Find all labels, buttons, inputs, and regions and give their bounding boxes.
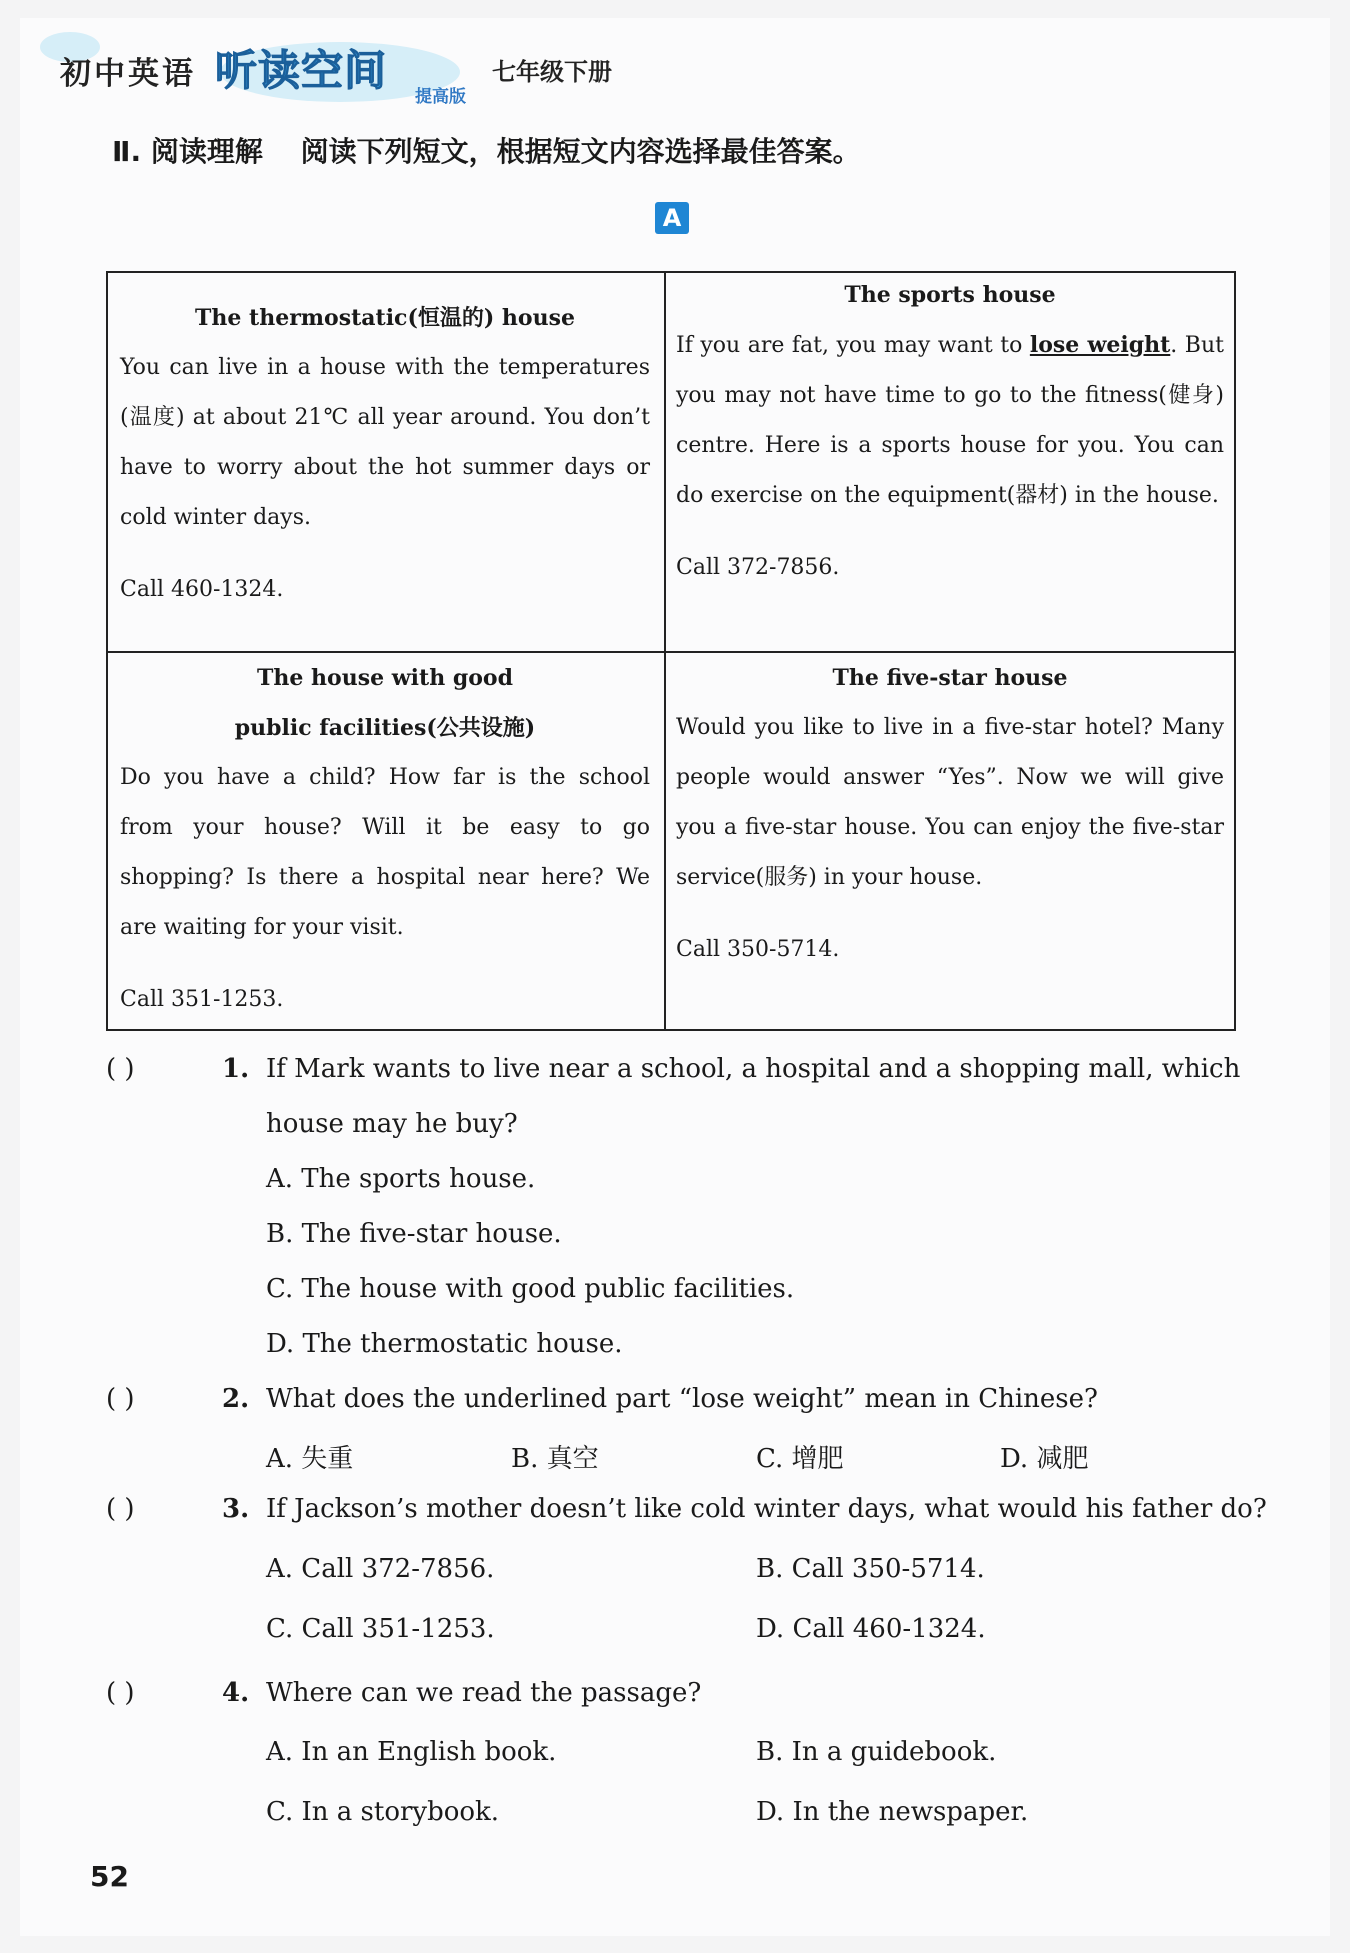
logo-text: 听读空间 (215, 46, 388, 95)
question-text: If Jackson’s mother doesn’t like cold winter days, what would his father do? (266, 1494, 1267, 1524)
ad-title: The five-star house (832, 665, 1068, 691)
ad-phone: Call 350-5714. (676, 937, 840, 962)
question-text: Where can we read the passage? (266, 1678, 702, 1708)
grade-label: 七年级下册 (492, 58, 612, 86)
section-title (112, 130, 861, 170)
series-title: 初中英语 (60, 56, 196, 92)
option: B. In a guidebook. (756, 1737, 997, 1767)
option: C. The house with good public facilities. (266, 1274, 795, 1304)
question-text-continued: house may he buy? (266, 1109, 518, 1139)
option: C. 增肥 (756, 1444, 844, 1474)
underlined-phrase: lose weight (1029, 332, 1171, 358)
ad-body: Would you like to live in a five-star hotel? Many people would answer “Yes”. Now we will give you a five-star house. You can enjoy the five-star service(服务) in your house. (676, 715, 1224, 890)
option: A. In an English book. (266, 1737, 557, 1767)
question-number: 1. (222, 1054, 250, 1084)
option: D. 减肥 (1000, 1444, 1089, 1474)
ad-title: public facilities(公共设施) (234, 715, 536, 741)
question-number: 3. (222, 1494, 250, 1524)
option: A. Call 372-7856. (266, 1554, 495, 1584)
question-text: If Mark wants to live near a school, a hospital and a shopping mall, which (266, 1054, 1241, 1084)
ad-sports-house (676, 270, 1224, 593)
ad-body: If you are fat, you may want to lose weight. But you may not have time to go to the fitness(健身) centre. Here is a sports house for you. You can do exercise on the equipment(器材) in the house. (676, 332, 1224, 508)
page-number: 52 (90, 1860, 129, 1893)
ad-phone: Call 460-1324. (120, 577, 284, 602)
answer-blank[interactable]: ( ) (106, 1384, 135, 1414)
answer-blank[interactable]: ( ) (106, 1054, 135, 1084)
option: C. Call 351-1253. (266, 1614, 495, 1644)
option: D. Call 460-1324. (756, 1614, 986, 1644)
ad-body: You can live in a house with the temperatures (温度) at about 21℃ all year around. You don’t have to worry about the hot summer days or cold winter days. (120, 355, 650, 530)
option: A. 失重 (266, 1444, 354, 1474)
section-name: 阅读理解 (150, 135, 263, 168)
option: C. In a storybook. (266, 1797, 500, 1827)
ad-public-facilities-house (120, 653, 650, 1025)
ad-title: The sports house (844, 282, 1056, 308)
ad-thermostatic-house (120, 293, 650, 615)
question-number: 2. (222, 1384, 250, 1414)
ad-body: Do you have a child? How far is the school from your house? Will it be easy to go shopping? Is there a hospital near here? We are waiting for your visit. (120, 765, 650, 940)
ad-five-star-house (676, 653, 1224, 975)
ads-table (106, 271, 1236, 1031)
option: D. In the newspaper. (756, 1797, 1029, 1827)
ad-title: The house with good (257, 665, 513, 691)
section-instruction: 阅读下列短文，根据短文内容选择最佳答案。 (300, 135, 861, 168)
ad-phone: Call 351-1253. (120, 987, 284, 1012)
option: D. The thermostatic house. (266, 1329, 623, 1359)
option: B. 真空 (511, 1444, 599, 1474)
option: A. The sports house. (266, 1164, 536, 1194)
question-number: 4. (222, 1678, 250, 1708)
ad-title: The thermostatic(恒温的) house (195, 305, 575, 331)
option: B. The five-star house. (266, 1219, 562, 1249)
section-number: Ⅱ. (112, 135, 142, 168)
option: B. Call 350-5714. (756, 1554, 985, 1584)
edition-label: 提高版 (415, 87, 466, 107)
answer-blank[interactable]: ( ) (106, 1494, 135, 1524)
ad-phone: Call 372-7856. (676, 555, 840, 580)
passage-label: A (655, 202, 689, 234)
question-text: What does the underlined part “lose weight” mean in Chinese? (266, 1384, 1098, 1414)
answer-blank[interactable]: ( ) (106, 1678, 135, 1708)
